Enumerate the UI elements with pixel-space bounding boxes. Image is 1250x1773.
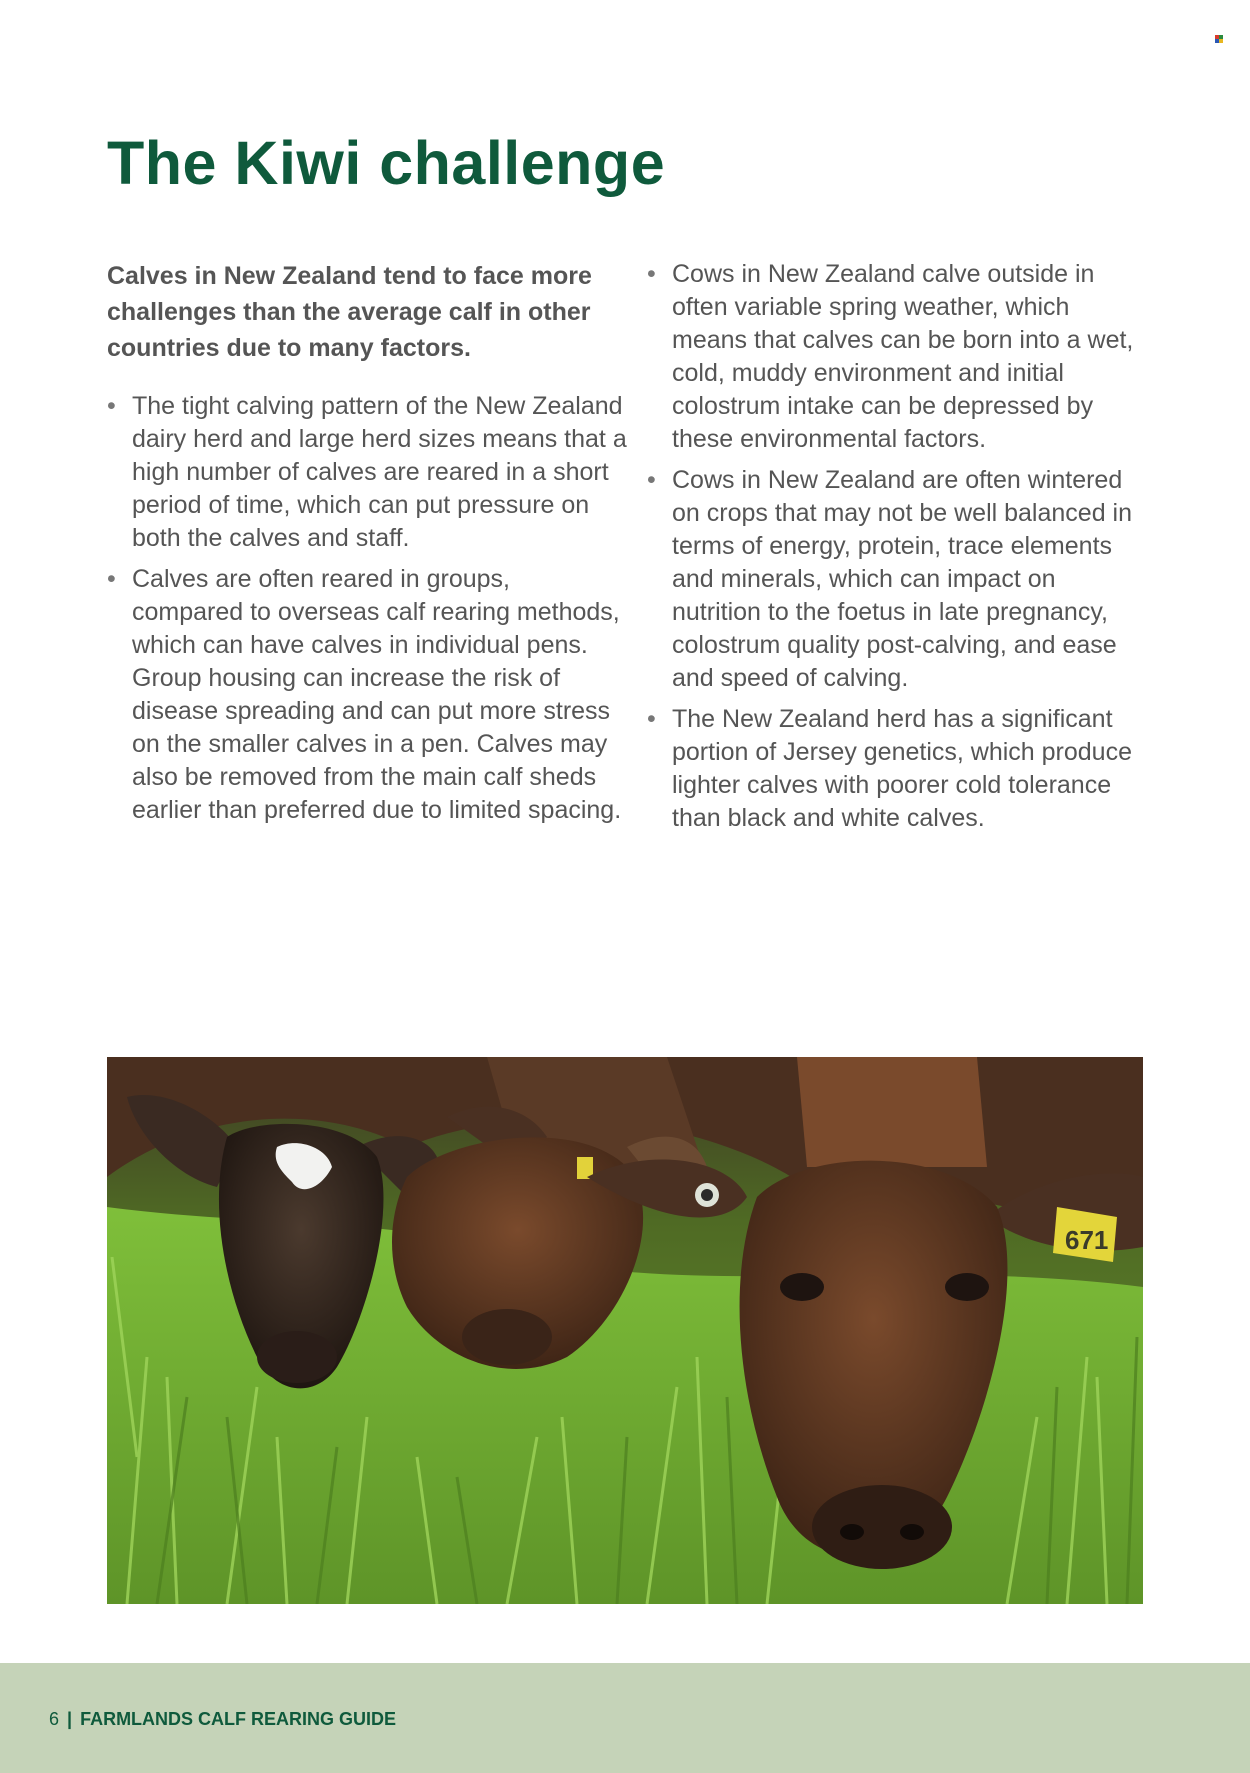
- ear-tag-number: 671: [1065, 1225, 1109, 1255]
- bullet-text: Cows in New Zealand calve outside in often variable spring weather, which means that calves can be born into a wet, cold, muddy environment and initial colostrum intake can be depressed by these environmental factors.: [672, 260, 1134, 453]
- bullet-text: Cows in New Zealand are often wintered on crops that may not be well balanced in terms of energy, protein, trace elements and minerals, which can impact on nutrition to the foetus in late pregnancy, colostrum quality post-calving, and ease and speed of calving.: [672, 466, 1132, 692]
- bullet-dot: •: [107, 392, 116, 420]
- page-number: 6: [49, 1709, 60, 1729]
- right-bullet-list: [647, 258, 1147, 835]
- bullet-text: The New Zealand herd has a significant portion of Jersey genetics, which produce lighter calves with poorer cold tolerance than black and white calves.: [672, 705, 1132, 832]
- bullet-dot: •: [647, 260, 656, 288]
- left-column: [107, 258, 627, 835]
- bullet-text: Calves are often reared in groups, compared to overseas calf rearing methods, which can have calves in individual pens. Group housing can increase the risk of disease spreading and can put more stress on the smaller calves in a pen. Calves may also be removed from the main calf sheds earlier than preferred due to limited spacing.: [132, 565, 622, 824]
- guide-title: FARMLANDS CALF REARING GUIDE: [80, 1709, 397, 1729]
- list-item: [107, 390, 627, 555]
- right-column: [647, 258, 1147, 843]
- intro-paragraph: Calves in New Zealand tend to face more challenges than the average calf in other countries due to many factors.: [107, 262, 592, 362]
- footer-band: [0, 1663, 1250, 1773]
- list-item: [647, 703, 1147, 835]
- corner-color-mark: [1215, 35, 1223, 43]
- footer-text: [49, 1707, 396, 1731]
- footer-separator: |: [67, 1709, 73, 1729]
- left-bullet-list: [107, 390, 627, 827]
- list-item: [107, 563, 627, 827]
- list-item: [647, 464, 1147, 695]
- bullet-dot: •: [647, 466, 656, 494]
- list-item: [647, 258, 1147, 456]
- bullet-dot: •: [107, 565, 116, 593]
- bullet-text: The tight calving pattern of the New Zealand dairy herd and large herd sizes means that a high number of calves are reared in a short period of time, which can put pressure on both the calves and staff.: [132, 392, 627, 552]
- bullet-dot: •: [647, 705, 656, 733]
- calves-grazing-photo: [107, 1057, 1143, 1604]
- page-title: The Kiwi challenge: [107, 129, 666, 197]
